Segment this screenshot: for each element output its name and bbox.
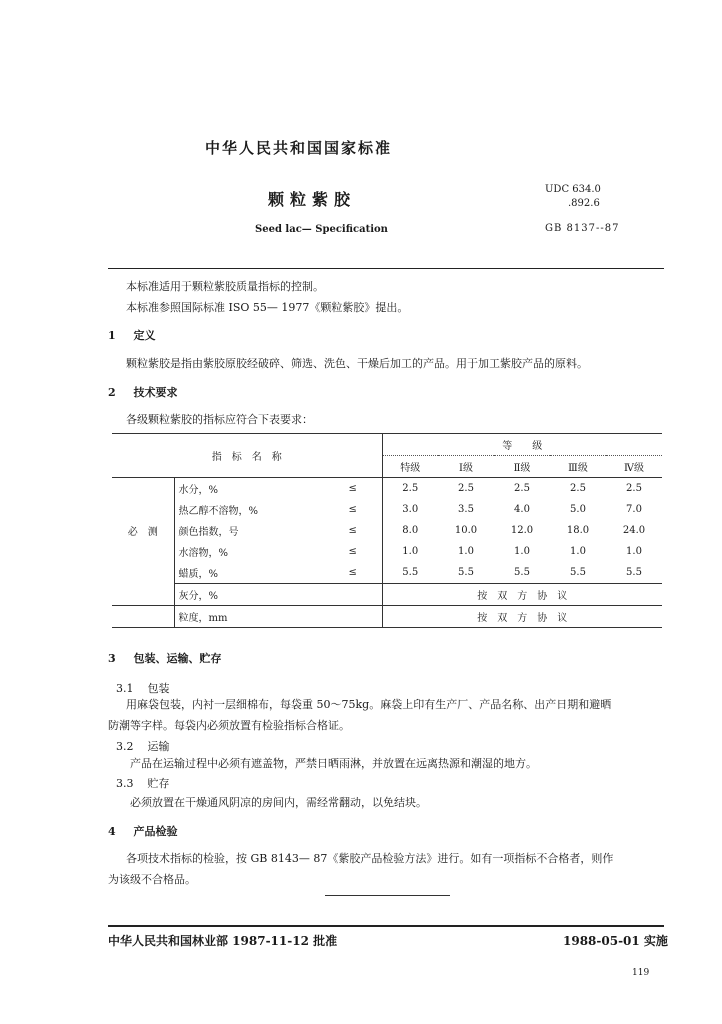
cell-value: 7.0	[626, 504, 642, 515]
approval-text: 中华人民共和国林业部 1987-11-12 批准	[108, 934, 338, 948]
section-3-1-line-1: 用麻袋包装，内衬一层细棉布，每袋重 50～75kg。麻袋上印有生产厂、产品名称、出产日期和避晒	[126, 698, 612, 711]
cell-value: 3.0	[402, 504, 419, 515]
section-1-title: 定义	[133, 329, 156, 342]
cell-value: 1.0	[458, 546, 474, 557]
header-rule	[108, 268, 664, 269]
row-name: 水分，%	[178, 485, 219, 496]
section-2-heading	[108, 381, 178, 405]
standard-title-en: Seed lac— Specification	[255, 224, 388, 235]
grade-label: 特级	[382, 456, 438, 478]
section-1-heading	[108, 324, 156, 348]
row-name: 蜡质，%	[178, 569, 219, 580]
row-operator: ≤	[324, 520, 382, 541]
cell-value: 1.0	[570, 546, 586, 557]
grade-label: Ⅱ级	[494, 456, 550, 478]
cell-value: 1.0	[626, 546, 642, 557]
cell-value: 10.0	[454, 525, 478, 536]
cell-value: 4.0	[514, 504, 530, 515]
section-3-2-heading: 3.2 运输	[116, 740, 170, 753]
row-operator: ≤	[324, 499, 382, 520]
section-4-heading	[108, 820, 178, 844]
table-row-ash	[112, 584, 662, 606]
footer-rule	[108, 925, 664, 927]
cell-value: 1.0	[402, 546, 419, 557]
udc-code-line1: UDC 634.0	[545, 184, 601, 195]
cell-value: 5.5	[402, 567, 419, 578]
page-number: 119	[632, 968, 650, 978]
cell-value: 2.5	[514, 483, 530, 494]
table-row	[112, 478, 662, 500]
section-3-heading	[108, 647, 222, 671]
row-name: 灰分，%	[174, 584, 324, 606]
agreement-cell: 按 双 方 协 议	[382, 606, 662, 628]
grade-header: 等 级	[382, 434, 662, 456]
grade-label: Ⅰ级	[438, 456, 494, 478]
cell-value: 5.0	[570, 504, 586, 515]
section-4-line-2: 为该级不合格品。	[108, 873, 196, 886]
row-name: 水溶物，%	[178, 548, 229, 559]
section-2-body: 各级颗粒紫胶的指标应符合下表要求：	[126, 413, 313, 426]
section-4-number: 4	[108, 825, 116, 838]
grade-label: Ⅳ级	[606, 456, 662, 478]
section-3-1-line-2: 防潮等字样。每袋内必须放置有检验指标合格证。	[108, 719, 350, 732]
cell-value: 1.0	[514, 546, 530, 557]
cell-value: 2.5	[570, 483, 586, 494]
agreement-cell: 按 双 方 协 议	[382, 584, 662, 606]
cell-value: 2.5	[626, 483, 642, 494]
udc-code-line2: .892.6	[568, 198, 600, 209]
cell-value: 2.5	[458, 483, 474, 494]
section-1-number: 1	[108, 329, 116, 342]
section-2-number: 2	[108, 386, 116, 399]
table-row-size	[112, 606, 662, 628]
cell-value: 18.0	[566, 525, 590, 536]
org-title: 中华人民共和国国家标准	[205, 139, 393, 157]
table-row	[112, 520, 662, 541]
effective-date: 1988-05-01 实施	[563, 934, 668, 948]
cell-value: 8.0	[402, 525, 419, 536]
grade-label: Ⅲ级	[550, 456, 606, 478]
section-1-body: 颗粒紫胶是指由紫胶原胶经破碎、筛选、洗色、干燥后加工的产品。用于加工紫胶产品的原料。	[126, 357, 588, 370]
section-4-line-1: 各项技术指标的检验，按 GB 8143— 87《紫胶产品检验方法》进行。如有一项指标不合格者，则作	[126, 852, 614, 865]
row-operator: ≤	[324, 541, 382, 562]
row-operator: ≤	[324, 478, 382, 500]
standard-title: 颗粒紫胶	[268, 190, 357, 209]
cell-value: 24.0	[622, 525, 646, 536]
row-name: 颜色指数，号	[178, 527, 239, 538]
intro-line-1: 本标准适用于颗粒紫胶质量指标的控制。	[126, 280, 324, 293]
row-name: 热乙醇不溶物，%	[178, 506, 259, 517]
group-label: 必 测	[112, 478, 174, 584]
section-2-title: 技术要求	[133, 386, 178, 399]
section-4-title: 产品检验	[133, 825, 178, 838]
section-3-2-body: 产品在运输过程中必须有遮盖物，严禁日晒雨淋，并放置在远离热源和潮湿的地方。	[130, 757, 537, 770]
intro-line-2: 本标准参照国际标准 ISO 55— 1977《颗粒紫胶》提出。	[126, 301, 409, 314]
cell-value: 5.5	[458, 567, 474, 578]
table-row	[112, 541, 662, 562]
index-name-header: 指 标 名 称	[112, 434, 382, 478]
cell-value: 5.5	[514, 567, 530, 578]
row-name: 粒度，mm	[174, 606, 324, 628]
table-row	[112, 562, 662, 584]
section-3-title: 包装、运输、贮存	[133, 652, 222, 665]
row-operator: ≤	[324, 562, 382, 584]
cell-value: 5.5	[626, 567, 642, 578]
section-3-3-heading: 3.3 贮存	[116, 777, 170, 790]
gb-number: GB 8137--87	[545, 223, 620, 234]
table-row	[112, 499, 662, 520]
cell-value: 5.5	[570, 567, 586, 578]
cell-value: 3.5	[458, 504, 474, 515]
cell-value: 2.5	[402, 483, 419, 494]
cell-value: 12.0	[510, 525, 534, 536]
end-rule	[325, 895, 450, 896]
spec-table	[112, 433, 662, 628]
section-3-number: 3	[108, 652, 116, 665]
section-3-1-heading: 3.1 包装	[116, 682, 170, 695]
section-3-3-body: 必须放置在干燥通风阴凉的房间内，需经常翻动，以免结块。	[130, 796, 427, 809]
